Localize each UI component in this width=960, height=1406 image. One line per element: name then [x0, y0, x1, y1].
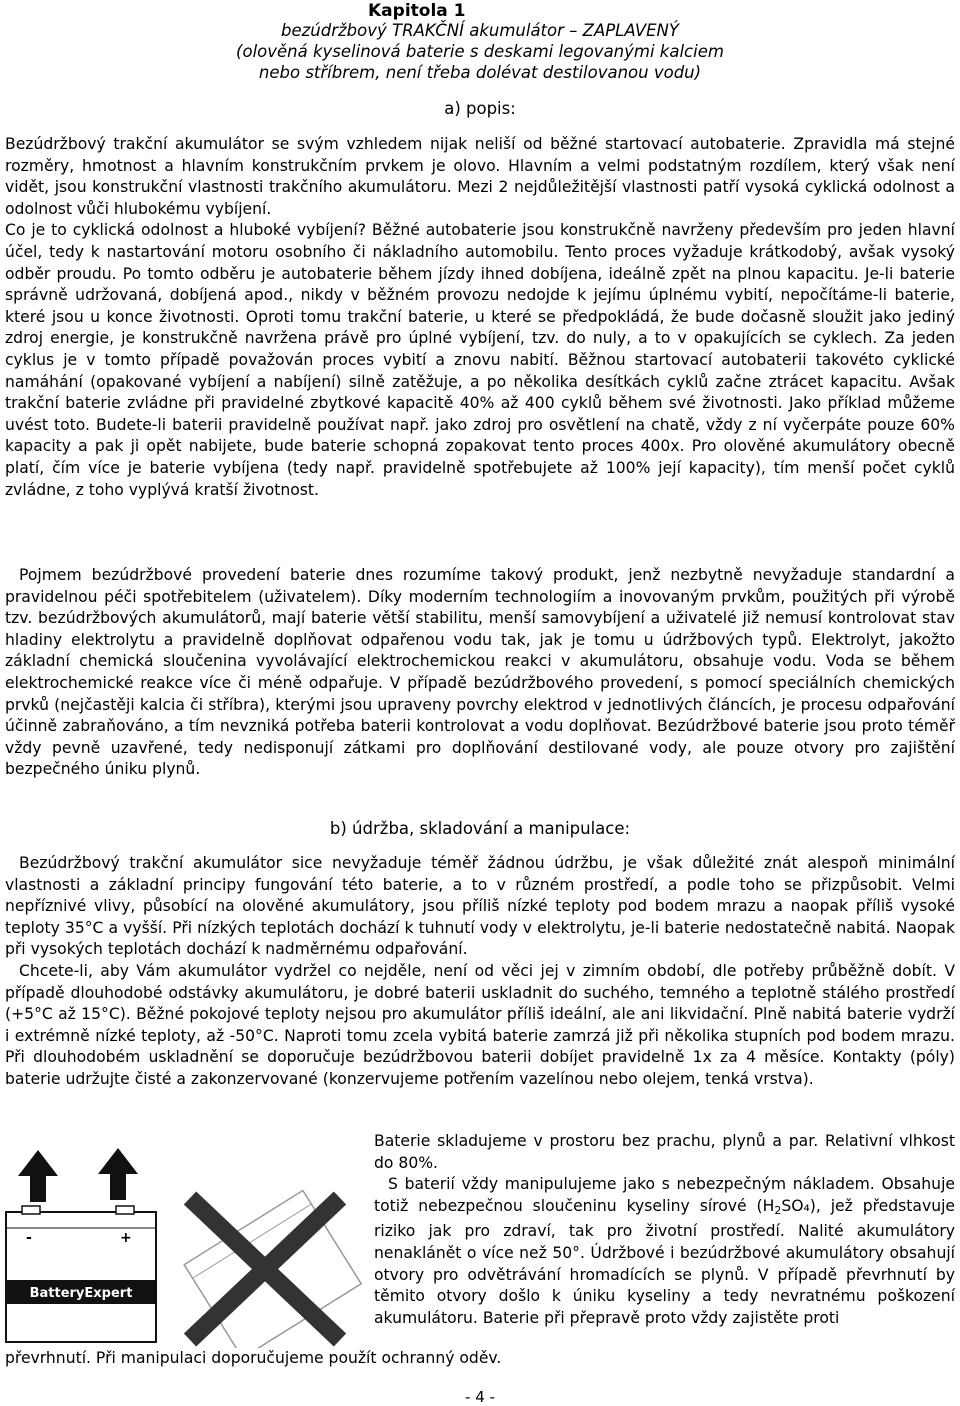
- minus-label: -: [26, 1230, 32, 1246]
- paragraph: Co je to cyklická odolnost a hluboké vybíjení? Běžné autobaterie jsou konstrukčně navrženy především pro jeden hlavní účel, tedy k nastartování motoru osobního či nákladního automobilu. Tento proces vyžaduje krátkodobý, avšak vysoký odběr proudu. Po tomto odběru je autobaterie během jízdy ihned dobíjena, ideálně zpět na plnou kapacitu. Je-li baterie správně udržovaná, dobíjená apod., nikdy v běžném provozu nedojde k jejímu úplnému vybití, nepočítáme-li baterie, které jsou u konce životnosti. Oproti tomu trakční baterie, u které se předpokládá, že bude dočasně sloužit jako jediný zdroj energie, je konstrukčně navržena právě pro úplné vybíjení, tzv. do nuly, a to v opakujících se cyklech. Za jeden cyklus je v tomto případě považován proces vybití a znovu nabití. Běžnou startovací autobaterii takovéto cyklické namáhání (opakované vybíjení a nabíjení) silně zatěžuje, a po několika desítkách cyklů začne ztrácet kapacitu. Avšak trakční baterie zvládne při pravidelné zbytkové kapacitě 40% až 400 cyklů během své životnosti. Jako příklad můžeme uvést toto. Budete-li baterii pravidelně používat např. jako zdroj pro osvětlení na chatě, vždy z ní vyčerpáte pouze 60% kapacity a pak ji opět nabijete, bude baterie schopná zopakovat tento proces 400x. Pro olověné akumulátory obecně platí, čím více je baterie vybíjena (tedy např. pravidelně spotřebujete až 100% její kapacity), tím menší počet cyklů zvládne, z toho vyplývá kratší životnost.: [5, 221, 955, 499]
- plus-label: +: [120, 1230, 132, 1246]
- paragraph: Bezúdržbový trakční akumulátor se svým vzhledem nijak neliší od běžné startovací autobaterie. Zpravidla má stejné rozměry, hmotnost a hlavním konstrukčním prvkem je olovo. Hlavním a velmi podstatným rozdílem, který však není vidět, jsou konstrukční vlastnosti trakčního akumulátoru. Mezi 2 nejdůležitější vlastnosti patří vysoká cyklická odolnost a odolnost vůči hlubokému vybíjení.: [5, 135, 955, 218]
- up-arrow-icon: [18, 1150, 58, 1202]
- text-fragment: SO₄), jež představuje riziko jak pro zdraví, tak pro životní prostředí. Nalité akumulátory nenaklánět o více než 50°. Údržbové i bezúdržbové akumulátory obsahují otvory pro odvětrávání hromadících se plynů. V případě převrhnutí by těmito otvory došlo k úniku kyseliny a tedy nevratnému poškození akumulátoru. Baterie při přepravě proto vždy zajistěte proti: [374, 1196, 956, 1327]
- section-b-heading: b) údržba, skladování a manipulace:: [329, 819, 631, 838]
- paragraph: Pojmem bezúdržbové provedení baterie dnes rozumíme takový produkt, jenž nezbytně nevyžaduje standardní a pravidelnou péči spotřebitelem (uživatelem). Díky moderním technologiím a inovovaným prvkům, použitých při výrobě tzv. bezúdržbových akumulátorů, mají baterie větší stabilitu, menší samovybíjení a uživatelé již nemusí kontrolovat stav hladiny elektrolytu a pravidelně doplňovat odpařenou vodu tak, jak je tomu u údržbových typů. Elektrolyt, jakožto základní chemická sloučenina vyvolávající elektrochemickou reakci v akumulátoru, obsahuje vodu. Voda se během elektrochemické reakce více či méně odpařuje. V případě bezúdržbového provedení, s pomocí speciálních chemických prvků (nejčastěji kalcia či stříbra), kterými jsou upraveny povrchy elektrod v jednotlivých článcích, je procesu odpařování účinně zabraňováno, a tím nevzniká potřeba baterii kontrolovat a vodu doplňovat. Bezúdržbové baterie jsou proto téměř vždy pevně uzavřené, tedy nedisponují zátkami pro doplňování destilované vody, ale pouze otvory pro zajištění bezpečného úniku plynů.: [5, 566, 955, 779]
- up-arrow-icon: [98, 1148, 138, 1200]
- document-subtitle-line2: nebo stříbrem, není třeba dolévat destilovanou vodu): [258, 63, 702, 82]
- paragraph: [374, 1174, 955, 1329]
- paragraph: Bezúdržbový trakční akumulátor sice nevyžaduje téměř žádnou údržbu, je však důležité znát alespoň minimální vlastnosti a základní principy fungování této baterie, a to v různém prostředí, a podle toho se přizpůsobit. Velmi nepříznivé vlivy, působící na olověné akumulátory, jsou příliš nízké teploty pod bodem mrazu a naopak příliš vysoké teploty 35°C a vyšší. Při nízkých teplotách dochází k tuhnutí vody v elektrolytu, je-li baterie nedostatečně nabitá. Naopak při vysokých teplotách dochází k nadměrnému odpařování.: [5, 854, 955, 959]
- section-a-body: [5, 134, 955, 501]
- bottom-line: převrhnutí. Při manipulaci doporučujeme použít ochranný oděv.: [5, 1349, 502, 1367]
- page-number: - 4 -: [465, 1388, 495, 1406]
- paragraph: Baterie skladujeme v prostoru bez prachu, plynů a par. Relativní vlhkost do 80%.: [374, 1132, 955, 1172]
- section-a-body-2: [5, 565, 955, 781]
- forbidden-cross-icon: [190, 1198, 340, 1340]
- section-a-heading: a) popis:: [444, 99, 516, 118]
- battery-icon: [6, 1206, 156, 1342]
- subscript: 2: [774, 1203, 782, 1217]
- chapter-title: Kapitola 1: [368, 1, 466, 21]
- document-title: bezúdržbový TRAKČNÍ akumulátor – ZAPLAVENÝ: [281, 21, 679, 40]
- side-text: [374, 1131, 955, 1329]
- paragraph: Chcete-li, aby Vám akumulátor vydržel co nejděle, není od věci jej v zimním období, dle potřeby průběžně dobít. V případě dlouhodobé odstávky akumulátoru, je dobré baterii uskladnit do suchého, temného a teplotně stálého prostředí (+5°C až 15°C). Běžné pokojové teploty nejsou pro akumulátor příliš ideální, ale ani likvidační. Plně nabitá baterie vydrží i extrémně nízké teploty, až -50°C. Naproti tomu zcela vybitá baterie zamrzá již při několika stupních pod bodem mrazu. Při dlouhodobém uskladnění se doporučuje bezúdržbovou baterii dobíjet pravidelně 1x za 4 měsíce. Kontakty (póly) baterie udržujte čisté a zakonzervované (konzervujeme potřením vazelínou nebo olejem, tenká vrstva).: [5, 961, 955, 1088]
- document-subtitle-line1: (olověná kyselinová baterie s deskami legovanými kalciem: [236, 42, 724, 61]
- battery-handling-illustration: [0, 1140, 372, 1348]
- brand-label: BatteryExpert: [29, 1286, 133, 1301]
- text-fragment: S baterií vždy manipulujeme jako s nebezpečným nákladem. Obsahuje totiž nebezpečnou sloučeninu kyseliny sírové (H: [374, 1175, 955, 1215]
- section-b-body: [5, 853, 955, 1091]
